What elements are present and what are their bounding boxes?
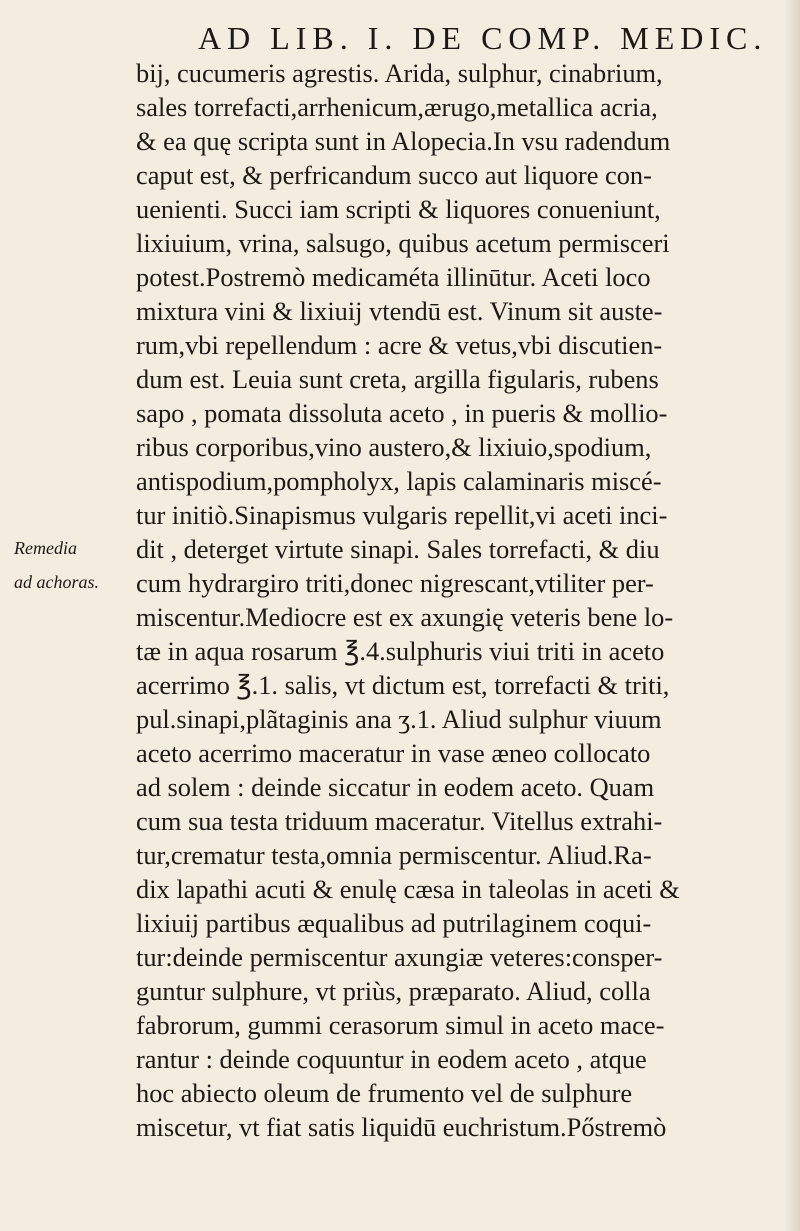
- text-line: mixtura vini & lixiuij vtendū est. Vinum sit auste-: [136, 296, 663, 326]
- text-line: caput est, & perfricandum succo aut liquore con-: [136, 160, 652, 190]
- marginal-note-line: ad achoras.: [14, 572, 99, 592]
- text-line: miscentur.Mediocre est ex axungię veteris bene lo-: [136, 602, 674, 632]
- text-line: aceto acerrimo maceratur in vase æneo collocato: [136, 738, 651, 768]
- text-line: dum est. Leuia sunt creta, argilla figularis, rubens: [136, 364, 659, 394]
- text-line: uenienti. Succi iam scripti & liquores conueniunt,: [136, 194, 661, 224]
- text-line: sales torrefacti,arrhenicum,ærugo,metallica acria,: [136, 92, 658, 122]
- text-line: ribus corporibus,vino austero,& lixiuio,spodium,: [136, 432, 652, 462]
- marginal-note: [14, 531, 132, 599]
- text-line: & ea quę scripta sunt in Alopecia.In vsu radendum: [136, 126, 671, 156]
- text-line: guntur sulphure, vt priùs, præparato. Aliud, colla: [136, 976, 651, 1006]
- text-line: tur initiò.Sinapismus vulgaris repellit,vi aceti inci-: [136, 500, 668, 530]
- text-line: dit , deterget virtute sinapi. Sales torrefacti, & diu: [136, 534, 660, 564]
- text-line: antispodium,pompholyx, lapis calaminaris miscé-: [136, 466, 662, 496]
- text-line: pul.sinapi,plãtaginis ana ʒ.1. Aliud sulphur viuum: [136, 704, 662, 734]
- text-line: ad solem : deinde siccatur in eodem aceto. Quam: [136, 772, 655, 802]
- text-line: acerrimo ℥.1. salis, vt dictum est, torrefacti & triti,: [136, 670, 670, 700]
- text-line: sapo , pomata dissoluta aceto , in pueris & mollio-: [136, 398, 668, 428]
- text-line: tur:deinde permiscentur axungiæ veteres:consper-: [136, 942, 663, 972]
- running-head: AD LIB. I. DE COMP. MEDIC.: [198, 20, 768, 56]
- text-line: bij, cucumeris agrestis. Arida, sulphur, cinabrium,: [136, 58, 663, 88]
- text-line: cum sua testa triduum maceratur. Vitellus extrahi-: [136, 806, 663, 836]
- text-line: cum hydrargiro triti,donec nigrescant,vtiliter per-: [136, 568, 654, 598]
- text-line: tæ in aqua rosarum ℥.4.sulphuris viui triti in aceto: [136, 636, 665, 666]
- text-line: lixiuij partibus æqualibus ad putrilaginem coqui-: [136, 908, 652, 938]
- text-line: lixiuium, vrina, salsugo, quibus acetum permisceri: [136, 228, 670, 258]
- text-line: hoc abiecto oleum de frumento vel de sulphure: [136, 1078, 633, 1108]
- text-line: rantur : deinde coquuntur in eodem aceto , atque: [136, 1044, 647, 1074]
- text-line: potest.Postremò medicaméta illinūtur. Aceti loco: [136, 262, 651, 292]
- text-line: fabrorum, gummi cerasorum simul in aceto mace-: [136, 1010, 665, 1040]
- text-line: tur,crematur testa,omnia permiscentur. Aliud.Ra-: [136, 840, 652, 870]
- text-line: rum,vbi repellendum : acre & vetus,vbi discutien-: [136, 330, 663, 360]
- text-line: miscetur, vt fiat satis liquidū euchristum.Pőstremò: [136, 1112, 667, 1142]
- marginal-note-line: Remedia: [14, 538, 77, 558]
- page-edge-shadow: [784, 0, 800, 1231]
- body-text: [136, 56, 776, 1144]
- text-line: dix lapathi acuti & enulę cæsa in taleolas in aceti &: [136, 874, 680, 904]
